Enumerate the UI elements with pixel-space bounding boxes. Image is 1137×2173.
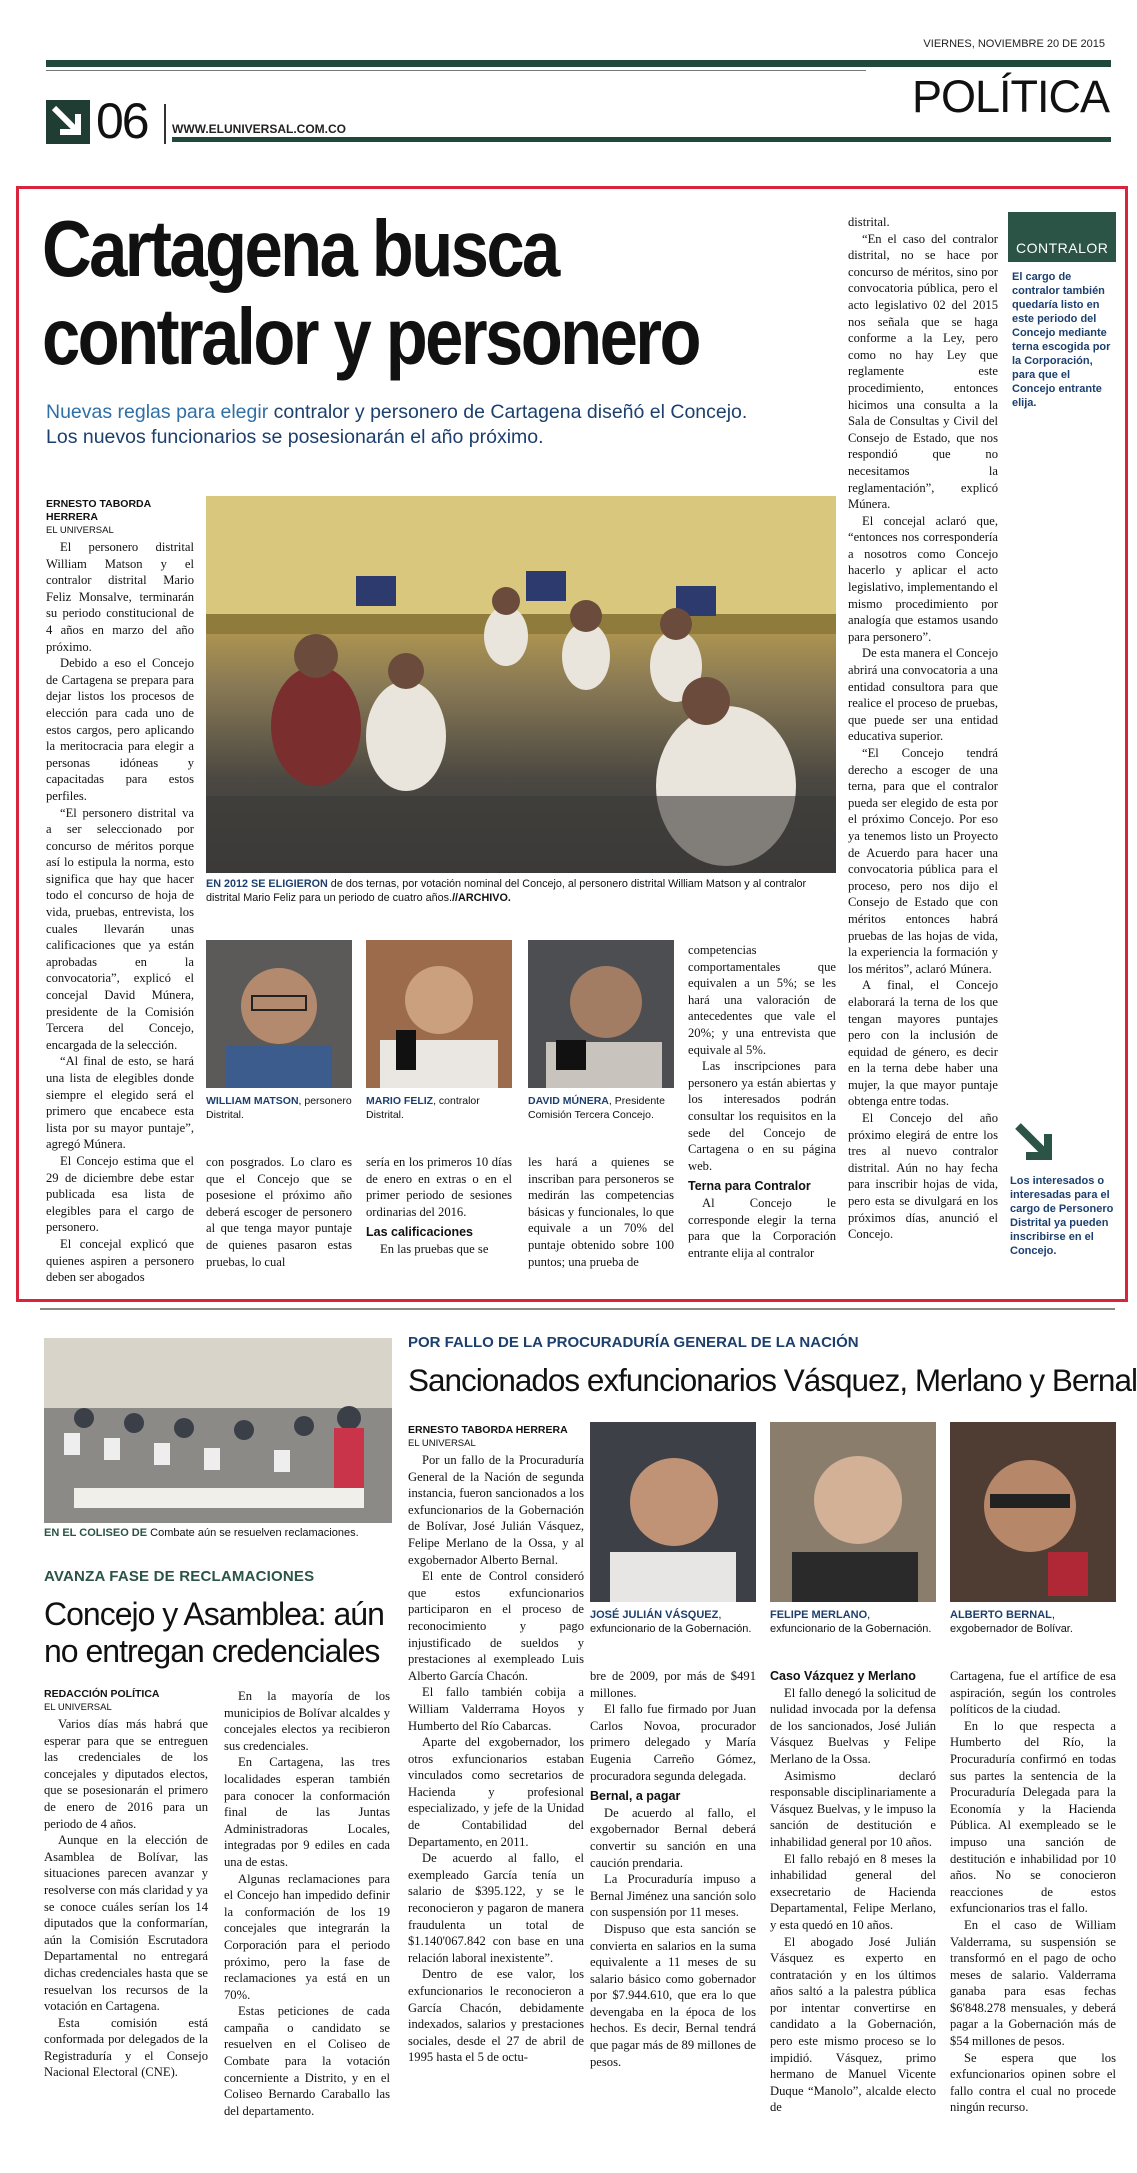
main-col3-subhead: Las calificaciones — [366, 1225, 474, 1240]
section-title: POLÍTICA — [911, 71, 1109, 122]
website-link[interactable]: WWW.ELUNIVERSAL.COM.CO — [172, 122, 346, 136]
main-col1-p: Debido a eso el Concejo de Cartagena se prepara para dejar listos los procesos de elección para cada uno de estos cargos, pero aplicando la meritocracia para elegir a personas idóneas y capacitadas para estos perfiles. — [46, 656, 194, 803]
main-byline-outlet: EL UNIVERSAL — [46, 525, 114, 536]
portrait-felipe-merlano — [770, 1422, 936, 1602]
sidebar-box — [1008, 212, 1116, 1292]
main-col1-p: “Al final de esto, se hará una lista de elegibles donde siempre el elegido será el primero que encabece esta lista por su mayor puntaje”, agregó Múnera. — [46, 1054, 194, 1152]
caption-role: , exfuncionario de la Gobernación. — [770, 1609, 932, 1635]
main-right-col — [848, 214, 998, 1243]
main-right-p: El Concejo del año próximo elegirá de entre los tres al nuevo contralor distrital. Aún no hay fecha para inscribir hojas de vida, pero esta se divulgará en los próximos días, anunció el Concejo. — [848, 1111, 998, 1242]
third-byline-name: REDACCIÓN POLÍTICA — [44, 1688, 160, 1700]
third-col1-p: Esta comisión está conformada por delegados de la Registraduría y el Consejo Nacional Electoral (CNE). — [44, 2015, 208, 2080]
second-col3-p: El fallo rebajó en 8 meses la inhabilidad general del exsecretario de Hacienda Departamental, Felipe Merlano, y esta quedó en 10 años. — [770, 1851, 936, 1932]
coliseo-caption-text: Combate aún se resuelven reclamaciones. — [147, 1527, 359, 1539]
caption-role: , Presidente Comisión Tercera Concejo. — [528, 1095, 665, 1121]
caption-name: FELIPE MERLANO — [770, 1609, 868, 1621]
main-right-p: A final, el Concejo elaborará la terna de los que tengan mayores puntajes pero con la inclusión de equidad de género, es decir en la terna debe haber una mujer, la que mayor puntaje obtenga entre todas. — [848, 978, 998, 1109]
second-col1-p: El fallo también cobija a William Valderrama Hoyos y Humberto del Río Cabarcas. — [408, 1685, 584, 1733]
third-col2 — [224, 1688, 390, 2119]
third-col2-p: En Cartagena, las tres localidades esperan también para conocer la conformación final de las Juntas Administradoras Locales, integradas por 9 ediles en cada una de estas. — [224, 1755, 390, 1869]
second-col1-p: Aparte del exgobernador, los otros exfuncionarios estaban vinculados como secretarios de Hacienda y profesional especializado, y jefe de la Unidad de Contabilidad del Departamento, en 2011. — [408, 1735, 584, 1849]
second-kicker: POR FALLO DE LA PROCURADURÍA GENERAL DE LA NACIÓN — [408, 1334, 859, 1351]
portrait-mario-feliz — [366, 940, 512, 1088]
second-col2-p: La Procuraduría impuso a Bernal Jiménez una sanción solo con suspensión por 11 meses. — [590, 1872, 756, 1920]
third-headline-line2: no entregan credenciales — [44, 1633, 380, 1669]
main-headline-line2: contralor y personero — [42, 292, 699, 381]
second-col1-p: Dentro de ese valor, los exfuncionarios le reconocieron a García Chacón, debidamente indexados, salarios y prestaciones sociales, desde el 27 de abril de 1995 hasta el 5 de octu- — [408, 1967, 584, 2065]
sidebar-arrow-icon — [1012, 1120, 1058, 1166]
caption-name: ALBERTO BERNAL — [950, 1609, 1052, 1621]
header-rule-thin — [46, 70, 866, 71]
main-col4-subhead: Terna para Contralor — [688, 1179, 811, 1194]
page-number: 06 — [96, 93, 148, 149]
main-col4-top — [688, 942, 836, 1261]
main-right-p: “En el caso del contralor distrital, no se hace por concurso de méritos, sino por convocatoria pública, pero el acto legislativo 02 del 2015 nos señala que se haga conforme a la Ley, pero como no hay Ley que reglamente este procedimiento, entonces hicimos una consulta a la Sala de Consultas y Civil del Consejo de Estado, que nos respondió que no necesitamos la reglamentación”, explicó Múnera. — [848, 231, 998, 512]
header-rule-top — [46, 60, 1111, 67]
second-col1-p: El ente de Control consideró que estos exfuncionarios participaron en el proceso de reconocimiento y pago injustificado de sueldos y prestaciones al exempleado Luis Alberto García Chacón. — [408, 1569, 584, 1683]
caption-david-munera — [528, 1094, 678, 1122]
third-headline-line1: Concejo y Asamblea: aún — [44, 1596, 384, 1632]
caption-name: DAVID MÚNERA — [528, 1095, 609, 1107]
caption-jose-julian-vasquez — [590, 1608, 756, 1636]
third-col1-p: Varios días más habrá que esperar para que se entreguen las credenciales de los concejales y diputados electos, que se posesionarán el primero de enero de 2016 para un periodo de 4 años. — [44, 1717, 208, 1831]
main-col2-p: con posgrados. Lo claro es que el Concejo que se posesione el próximo año deberá escoger de personero al que tenga mayor puntaje de quienes pasaron estas pruebas, lo cual — [206, 1155, 352, 1269]
caption-felipe-merlano — [770, 1608, 936, 1636]
caption-name: WILLIAM MATSON — [206, 1095, 299, 1107]
second-col3 — [770, 1668, 936, 2116]
main-right-p: distrital. — [848, 215, 890, 229]
main-col4-p: competencias comportamentales que equivalen a un 5%; se les hará una valoración de antecedentes que vale el 20%; y una entrevista que equivale al 5%. — [688, 943, 836, 1057]
sidebar-label: CONTRALOR — [1008, 212, 1116, 262]
portrait-william-matson — [206, 940, 352, 1088]
second-col2-p: Dispuso que esta sanción se convierta en salarios en la suma equivalente a 11 meses de su salario básico como gobernador por $7.944.610, que era lo que devengaba en la época de los hechos. Es decir, Bernal tendrá que pagar más de 89 millones de pesos. — [590, 1921, 756, 2069]
main-col1-p: El concejal explicó que quienes aspiren a personero deben ser abogados — [46, 1236, 194, 1285]
main-col1 — [46, 539, 194, 1286]
sidebar-bottom-text: Los interesados o interesadas para el cargo de Personero Distrital ya pueden inscribirse en el Concejo. — [1010, 1175, 1114, 1257]
second-col1-p: Por un fallo de la Procuraduría General de la Nación de segunda instancia, fueron sancionados a los exfuncionarios de la Gobernación de Bolívar, José Julián Vásquez, Felipe Merlano de la Ossa, y al exgobernador Alberto Bernal. — [408, 1453, 584, 1567]
third-col2-p: Estas peticiones de cada campaña o candidato se resuelven en el Coliseo de Combate para la votación concerniente a Distrito, y en el Coliseo Bernardo Caraballo las del departamento. — [224, 2004, 390, 2118]
coliseo-photo — [44, 1338, 392, 1523]
caption-name: JOSÉ JULIÁN VÁSQUEZ — [590, 1609, 719, 1621]
third-headline — [44, 1596, 384, 1670]
main-col4b-p: les hará a quienes se inscriban para personeros se medirán las competencias básicas y funcionales, lo que equivale a un 70% del puntaje obtenido sobre 100 puntos; una prueba de — [528, 1155, 674, 1269]
main-col4-p: Al Concejo le corresponde elegir la terna para que la Corporación entrante elija al contralor — [688, 1195, 836, 1260]
second-col2 — [590, 1668, 756, 2070]
second-col4-p: Cartagena, fue el artífice de esa aspiración, según los controles políticos de la ciudad. — [950, 1669, 1116, 1717]
council-session-photo — [206, 496, 836, 873]
portrait-david-munera — [528, 940, 674, 1088]
coliseo-caption — [44, 1526, 394, 1540]
third-col2-p: En la mayoría de los municipios de Bolívar alcaldes y concejales electos ya recibieron sus credenciales. — [224, 1689, 390, 1753]
second-col4 — [950, 1668, 1116, 2116]
caption-mario-feliz — [366, 1094, 512, 1122]
main-deck — [46, 400, 826, 450]
caption-role: , contralor Distrital. — [366, 1095, 480, 1121]
main-right-p: El concejal aclaró que, “entonces nos correspondería a nosotros como Concejo hacerlo y aplicar el acto legislativo, implementando el mismo procedimiento por analogía que estamos usando para personero”. — [848, 513, 998, 644]
caption-alberto-bernal — [950, 1608, 1116, 1636]
second-col4-p: Se espera que los exfuncionarios opinen sobre el fallo contra el cual no procede ningún recurso. — [950, 2050, 1116, 2115]
caption-william-matson — [206, 1094, 352, 1122]
main-photo-caption — [206, 877, 836, 905]
caption-role: , exgobernador de Bolívar. — [950, 1609, 1073, 1635]
main-col3-p: En las pruebas que se — [380, 1241, 489, 1256]
caption-role: , exfuncionario de la Gobernación. — [590, 1609, 752, 1635]
second-col3-p: Asimismo declaró responsable disciplinariamente a Vásquez Buelvas, y le impuso la sanción de destitución e inhabilidad general por 10 años. — [770, 1768, 936, 1849]
second-col3-p: El abogado José Julián Vásquez es experto en contratación y en los últimos años saltó a la palestra pública por intentar convertirse en candidato a la Gobernación, pero este mismo proceso se lo impidió. Vásquez, primo hermano de Manuel Vicente Duque “Manolo”, alcalde electo de — [770, 1934, 936, 2115]
main-col1-p: El personero distrital William Matson y el contralor distrital Mario Feliz Monsalve, terminarán su periodo constitucional de 4 años en marzo del año próximo. — [46, 540, 194, 654]
portrait-jose-julian-vasquez — [590, 1422, 756, 1602]
third-col1-p: Aunque en la elección de Asamblea de Bolívar, las situaciones parecen avanzar y resolverse con más claridad y ya se conoce cuáles serían los 14 diputados que la conformarían, aún la Comisión Escrutadora Departamental no entregará dichas credenciales hasta que se resuelvan los recursos de la votación en Cartagena. — [44, 1833, 209, 2014]
main-col4-p: Las inscripciones para personero ya están abiertas y los interesados podrán consultar los requisitos en la sede del Concejo de Cartagena o en su página web. — [688, 1059, 836, 1173]
caption-name: MARIO FELIZ — [366, 1095, 434, 1107]
main-photo-caption-bold: EN 2012 SE ELIGIERON — [206, 878, 328, 890]
main-right-p: “El Concejo tendrá derecho a escoger de una terna, para que el contralor pueda ser elegido de esta por el próximo Concejo. Por eso ya tenemos listo un Proyecto de Acuerdo para hacer una convocatoria pública para el proceso, pero nos dijo el Consejo de Estado que con méritos entonces habrá pruebas de las hojas de vida, la experiencia la formación y los méritos”, aclaró Múnera. — [848, 746, 998, 976]
story-divider — [40, 1308, 1115, 1310]
second-col1 — [408, 1452, 584, 2066]
third-col2-p: Algunas reclamaciones para el Concejo han impedido definir la conformación de los 19 concejales que integrarán la Corporación para el periodo próximo, pero la fase de reclamaciones ya está en un 70%. — [224, 1871, 390, 2002]
second-col3-p: El fallo denegó la solicitud de nulidad invocada por la defensa de los sancionados, José Julián Vásquez Buelvas y Felipe Merlano de la Ossa. — [770, 1685, 936, 1766]
main-col1-p: “El personero distrital va a ser seleccionado por concurso de méritos porque así lo estipula la norma, esto significa que hay que hacer todo el concurso de hoja de vida, pruebas, entrevista, los cuales llevarán unas calificaciones que ya están aprobadas en la convocatoria”, explicó el concejal David Múnera, presidente de la Comisión Tercera del Concejo, encargada de la selección. — [46, 805, 194, 1052]
sidebar-text: El cargo de contralor también quedaría listo en este periodo del Concejo mediante terna escogida por la Corporación, para que el Concejo entrante elija. — [1012, 271, 1111, 409]
deck-line2: Los nuevos funcionarios se posesionarán el año próximo. — [46, 426, 544, 448]
second-byline-outlet: EL UNIVERSAL — [408, 1438, 476, 1449]
header-divider — [164, 104, 166, 144]
third-kicker: AVANZA FASE DE RECLAMACIONES — [44, 1568, 315, 1585]
second-col2-p: El fallo fue firmado por Juan Carlos Novoa, procurador primero delegado y María Eugenia Carreño Gómez, procuradora segunda delegada. — [590, 1702, 756, 1783]
main-col2 — [206, 1154, 352, 1270]
portrait-alberto-bernal — [950, 1422, 1116, 1602]
caption-role: , personero Distrital. — [206, 1095, 352, 1121]
main-col1-p: El Concejo estima que el 29 de diciembre debe estar publicada esa lista de elegibles para el cargo de personero. — [46, 1153, 194, 1235]
second-col1-p: De acuerdo al fallo, el exempleado García tenía un salario de $395.122, y se le reconocieron y pagaron de manera fraudulenta un total de $1.140'067.842 con base en una relación laboral inexistente”. — [408, 1851, 584, 1965]
second-headline: Sancionados exfuncionarios Vásquez, Merlano y Bernal — [408, 1362, 1137, 1398]
main-col3-p: sería en los primeros 10 días de enero en extras o en el primer periodo de sesiones ordinarias del 2016. — [366, 1155, 512, 1219]
main-byline-name: ERNESTO TABORDA HERRERA — [46, 498, 151, 523]
second-col2-subhead: Bernal, a pagar — [590, 1789, 681, 1804]
main-photo-caption-text: de dos ternas, por votación nominal del Concejo, al personero distrital William Matson y al contralor distrital Mario Feliz para un periodo de cuatro años. — [206, 878, 807, 904]
header-date: VIERNES, NOVIEMBRE 20 DE 2015 — [923, 38, 1105, 50]
second-col4-p: En el caso de William Valderrama, su suspensión se transformó en el pago de ocho meses de salario. Valderrama ganaba para esas fechas $6'848.278 mensuales, y deberá pagar a la Gobernación más de $54 millones de pesos. — [950, 1917, 1116, 2049]
third-col1 — [44, 1716, 208, 2081]
second-byline-name: ERNESTO TABORDA HERRERA — [408, 1424, 568, 1436]
main-photo-caption-credit: //ARCHIVO. — [452, 892, 511, 904]
arrow-icon — [46, 100, 90, 144]
main-col4-bottom — [528, 1154, 674, 1270]
main-right-p: De esta manera el Concejo abrirá una convocatoria a una entidad consultora para que realice el proceso de pruebas, que puede ser una entidad educativa superior. — [848, 646, 998, 744]
third-byline-outlet: EL UNIVERSAL — [44, 1702, 112, 1713]
second-col4-p: En lo que respecta a Humberto del Río, la Procuraduría confirmó en todas sus partes la sentencia de la Procuraduría Delegada para la Economía y la Hacienda Pública. Al exempleado se le impuso una sanción de destitución e inhabilidad por 10 años. No se conocieron reacciones de estos exfuncionarios tras el fallo. — [950, 1718, 1116, 1916]
second-col2-p: De acuerdo al fallo, el exgobernador Bernal deberá convertir su sanción en una caución prendaria. — [590, 1805, 756, 1870]
coliseo-caption-bold: EN EL COLISEO DE — [44, 1527, 148, 1539]
header-rule-bottom — [172, 137, 1111, 142]
second-col2-p: bre de 2009, por más de $491 millones. — [590, 1669, 756, 1700]
second-col3-subhead: Caso Vázquez y Merlano — [770, 1669, 916, 1683]
deck-rest: contralor y personero de Cartagena diseñó el Concejo. — [268, 401, 748, 423]
main-col3 — [366, 1154, 512, 1258]
main-headline-line1: Cartagena busca — [42, 204, 558, 293]
deck-highlight: Nuevas reglas para elegir — [46, 401, 269, 423]
